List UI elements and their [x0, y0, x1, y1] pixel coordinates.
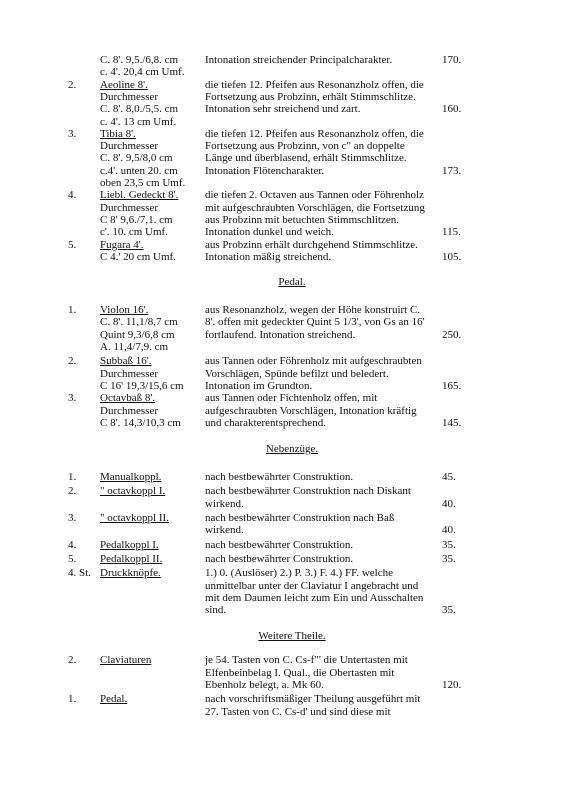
manual-stop-price: 115. [442, 226, 461, 239]
coupler-item-description: nach bestbewährter Construktion. [205, 552, 354, 565]
pedal-stop-measure: Durchmesser [100, 367, 159, 380]
part-item-description: nach vorschriftsmäßiger Theilung ausgeführt mit [205, 693, 421, 706]
coupler-item-description: nach bestbewährter Construktion nach Diskant [205, 485, 411, 498]
manual-stop-measure: C. 8'. 9,5/8,0 cm [100, 152, 173, 165]
manual-stop-description: Intonation mäßig streichend. [205, 250, 332, 263]
part-item-description: 27. Tasten von C. Cs-d' und sind diese mit [205, 705, 391, 718]
pedal-stop-number: 3. [68, 392, 77, 405]
manual-stop-continued-description: Intonation streichender Principalcharakter. [205, 54, 393, 66]
coupler-item-name: " octavkoppl I. [100, 485, 166, 498]
part-item-description: Ebenholz belegt, a. Mk 60. [205, 679, 324, 691]
manual-stop-measure: C 4.' 20 cm Umf. [100, 250, 176, 263]
manual-stop-name: Tibia 8'. [100, 127, 136, 140]
pedal-stop-name: Octavbaß 8'. [100, 392, 156, 405]
manual-stop-description: Fortsetzung aus Probzinn, von c" an doppelte [205, 140, 405, 153]
manual-stop-measure: C 8' 9,6./7,1. cm [100, 213, 173, 226]
pedal-stop-description: aus Tannen oder Fichtenholz offen, mit [205, 392, 378, 405]
coupler-item-name: Pedalkoppl II. [100, 552, 163, 565]
pedal-stop-description: fortlaufend. Intonation streichend. [205, 328, 356, 341]
pedal-stop-measure: Durchmesser [100, 404, 159, 417]
pedal-stop-number: 2. [68, 355, 77, 368]
coupler-item-description: unmittelbar unter der Claviatur I angebracht und [205, 579, 419, 592]
manual-stop-measure: C. 8'. 8,0./5,5. cm [100, 103, 179, 116]
coupler-item-number: 4. St. [68, 567, 91, 580]
coupler-item-name: Pedalkoppl I. [100, 538, 159, 551]
manual-stop-description: die tiefen 12. Pfeifen aus Resonanzholz offen, die [205, 78, 424, 91]
manual-stop-name: Fugara 4'. [100, 238, 144, 251]
manual-stop-measure: c.4'. unten 20. cm [100, 164, 178, 177]
manual-stop-measure: Durchmesser [100, 140, 159, 153]
manual-stop-name: Liebl. Gedeckt 8'. [100, 189, 179, 202]
part-item-number: 2. [68, 654, 77, 667]
manual-stop-description: aus Probzinn mit betuchten Stimmschlitzen. [205, 213, 399, 226]
manual-stop-continued-measure: c. 4'. 20,4 cm Umf. [100, 66, 185, 79]
coupler-item-price: 35. [442, 538, 456, 551]
coupler-item-number: 3. [68, 512, 77, 524]
pedal-stop-description: 8'. offen mit gedeckter Quint 5 1/3', von Gs an 16' [205, 316, 425, 329]
pedal-stop-description: Vorschlägen, Spünde befilzt und beledert. [205, 367, 389, 380]
manual-stop-continued-measure: C. 8'. 9,5./6,8. cm [100, 54, 179, 66]
coupler-item-price: 45. [442, 471, 456, 484]
manual-stop-measure: oben 23,5 cm Umf. [100, 177, 186, 189]
section-heading-weitere-theile: Weitere Theile. [258, 630, 326, 643]
manual-stop-description: Intonation sehr streichend und zart. [205, 103, 361, 116]
manual-stop-number: 5. [68, 238, 77, 251]
manual-stop-description: Intonation dunkel und weich. [205, 226, 334, 239]
manual-stop-description: mit aufgeschraubten Vorschlägen, die Fortsetzung [205, 201, 425, 214]
coupler-item-number: 5. [68, 552, 77, 565]
pedal-stop-number: 1. [68, 304, 77, 317]
coupler-item-description: nach bestbewährter Construktion nach Baß [205, 512, 395, 524]
section-heading-pedal: Pedal. [278, 276, 306, 289]
manual-stop-price: 160. [442, 103, 462, 116]
pedal-stop-description: Intonation im Grundton. [205, 379, 313, 392]
pedal-stop-description: aus Tannen oder Föhrenholz mit aufgeschraubten [205, 355, 422, 368]
manual-stop-measure: Durchmesser [100, 90, 159, 103]
manual-stop-name: Aeoline 8'. [100, 78, 148, 91]
pedal-stop-measure: C 16' 19,3/15,6 cm [100, 379, 184, 392]
pedal-stop-description: und charakterentsprechend. [205, 416, 326, 429]
coupler-item-description: nach bestbewährter Construktion. [205, 471, 354, 484]
coupler-item-price: 40. [442, 497, 456, 510]
part-item-description: je 54. Tasten von C. Cs-f"' die Untertasten mit [205, 654, 408, 667]
coupler-item-name: Druckknöpfe. [100, 567, 161, 580]
coupler-item-price: 35. [442, 604, 456, 617]
manual-stop-description: aus Probzinn erhält durchgehend Stimmschlitze. [205, 238, 418, 251]
manual-stop-number: 2. [68, 78, 77, 91]
manual-stop-number: 3. [68, 127, 77, 140]
manual-stop-description: die tiefen 2. Octaven aus Tannen oder Föhrenholz [205, 189, 424, 202]
pedal-stop-name: Subbaß 16'. [100, 355, 152, 368]
part-item-number: 1. [68, 693, 77, 706]
part-item-price: 120. [442, 679, 462, 691]
pedal-stop-name: Violon 16'. [100, 304, 149, 317]
coupler-item-price: 40. [442, 524, 456, 537]
manual-stop-price: 105. [442, 250, 462, 263]
coupler-item-description: sind. [205, 604, 227, 617]
part-item-name: Claviaturen [100, 654, 152, 667]
part-item-name: Pedal. [100, 693, 128, 706]
pedal-stop-price: 250. [442, 328, 462, 341]
coupler-item-description: 1.) 0. (Auslöser) 2.) P. 3.) F. 4.) FF. welche [205, 567, 393, 580]
pedal-stop-measure: A. 11,4/7,9. cm [100, 341, 169, 353]
manual-stop-number: 4. [68, 189, 77, 202]
manual-stop-description: Fortsetzung aus Probzinn, erhält Stimmschlitze. [205, 90, 416, 103]
pedal-stop-measure: C. 8'. 11,1/8,7 cm [100, 316, 178, 329]
manual-stop-description: Länge und überblasend, erhält Stimmschlitze. [205, 152, 407, 165]
coupler-item-description: nach bestbewährter Construktion. [205, 538, 354, 551]
coupler-item-name: " octavkoppl II. [100, 512, 169, 524]
manual-stop-measure: Durchmesser [100, 201, 159, 214]
pedal-stop-measure: C 8'. 14,3/10,3 cm [100, 416, 181, 429]
coupler-item-name: Manualkoppl. [100, 471, 162, 484]
section-heading-nebenzuege: Nebenzüge. [265, 443, 319, 456]
coupler-item-number: 1. [68, 471, 77, 484]
coupler-item-number: 4. [68, 538, 77, 551]
pedal-stop-description: aus Resonanzholz, wegen der Höhe konstruirt C. [205, 304, 421, 317]
manual-stop-continued-price: 170. [442, 54, 462, 66]
manual-stop-description: die tiefen 12. Pfeifen aus Resonanzholz offen, die [205, 127, 424, 140]
coupler-item-description: mit dem Daumen leicht zum Ein und Ausschalten [205, 591, 424, 604]
part-item-description: Elfenbeinbelag I. Qual., die Obertasten mit [205, 666, 395, 679]
pedal-stop-price: 165. [442, 379, 462, 392]
manual-stop-price: 173. [442, 164, 462, 177]
coupler-item-number: 2. [68, 485, 77, 498]
pedal-stop-price: 145. [442, 416, 462, 429]
manual-stop-description: Intonation Flötencharakter. [205, 164, 325, 177]
pedal-stop-measure: Quint 9,3/6,8 cm [100, 328, 175, 341]
pedal-stop-description: aufgeschraubten Vorschlägen, Intonation kräftig [205, 404, 417, 417]
coupler-item-description: wirkend. [205, 524, 244, 537]
coupler-item-price: 35. [442, 552, 456, 565]
manual-stop-measure: c'. 10. cm Umf. [100, 226, 168, 239]
manual-stop-measure: c. 4'. 13 cm Umf. [100, 115, 177, 128]
coupler-item-description: wirkend. [205, 497, 244, 510]
